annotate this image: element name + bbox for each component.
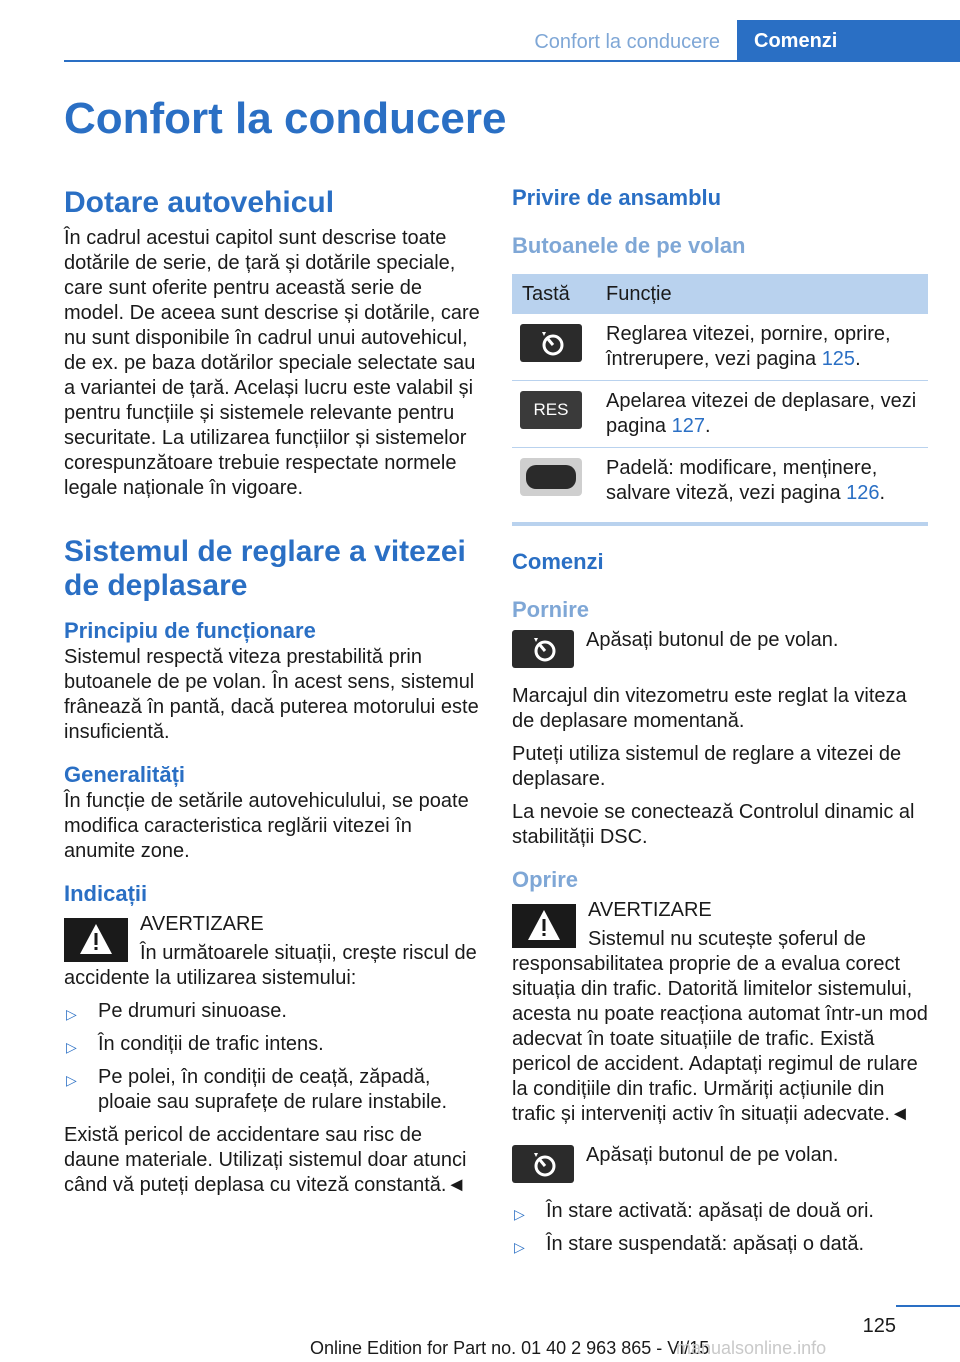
list-item: ▷ În condiții de trafic intens. [64, 1032, 482, 1057]
list-item: ▷ Pe drumuri sinuoase. [64, 999, 482, 1024]
paragraph-apasati: Apăsați butonul de pe volan. [586, 629, 839, 651]
warning-text: În următoarele situații, crește riscul de accidente la utilizarea sistemului: [64, 942, 477, 989]
warning-box-right [512, 898, 928, 1127]
paragraph-dsc: La nevoie se conectează Controlul dinamic al stabilității DSC. [512, 801, 915, 848]
header-section-title: Confort la conducere [534, 31, 720, 53]
bullet-list-right [512, 1199, 928, 1257]
table-row: Reglarea vitezei, pornire, oprire, întrerupere, vezi pagina 125. [512, 314, 928, 381]
heading-principiu: Principiu de funcționare [64, 618, 316, 643]
footer-rule [896, 1305, 960, 1307]
heading-pornire: Pornire [512, 597, 590, 622]
page-number: 125 [862, 1315, 896, 1337]
column-header-function: Funcție [606, 274, 928, 314]
list-item: ▷ Pe polei, în condiții de ceață, zăpadă, ploaie sau suprafețe de rulare instabile. [66, 1066, 448, 1113]
heading-dotare: Dotare autovehicul [64, 186, 335, 219]
speed-control-button-icon [520, 324, 582, 362]
bullet-list-left [64, 999, 482, 1115]
heading-indicatii: Indicații [64, 881, 148, 906]
page-link[interactable]: 126 [846, 482, 880, 504]
warning-text: Sistemul nu scutește șoferul de responsabilitatea proprie de a evalua corect situația din trafic. Datorită limitelor sistemului, acesta nu poate reacționa automat într-un mod adecvat în toate situațiile de trafic. Există pericol de accident. Adaptați regimul de rulare la condițiile din trafic. Urmăriți acțiunile din trafic și interveniți activ în situații adecvate.◄ [512, 928, 928, 1125]
heading-generalitati: Generalități [64, 762, 186, 787]
page-link[interactable]: 125 [821, 348, 856, 370]
right-column [512, 184, 928, 1265]
list-item: ▷ În stare suspendată: apăsați o dată. [512, 1232, 928, 1257]
heading-comenzi: Comenzi [512, 549, 604, 574]
warning-box-left [64, 912, 482, 991]
triangle-bullet-icon: ▷ [66, 1006, 77, 1022]
speed-control-button-icon [512, 630, 574, 668]
rocker-paddle-icon [520, 458, 582, 496]
watermark: manualsonline.info [676, 1338, 827, 1358]
warning-title: AVERTIZARE [140, 913, 264, 935]
column-header-key: Tastă [512, 274, 606, 314]
paragraph-generalitati: În funcție de setările autovehiculului, se poate modifica caracteristica reglării vitezei în anumite zone. [64, 790, 469, 862]
paragraph-apasati: Apăsați butonul de pe volan. [586, 1144, 839, 1166]
heading-oprire: Oprire [512, 867, 579, 892]
heading-butoane: Butoanele de pe volan [512, 233, 746, 258]
paragraph-puteti: Puteți utiliza sistemul de reglare a vitezei de deplasare. [512, 743, 902, 790]
speed-control-button-icon [512, 1145, 574, 1183]
header-rule [64, 60, 737, 62]
page-title: Confort la conducere [64, 94, 507, 143]
pornire-key-row [512, 628, 928, 672]
heading-sistem: Sistemul de reglare a vitezei de deplasare [64, 535, 466, 602]
paragraph-principiu: Sistemul respectă viteza prestabilită prin butoanele de pe volan. În acest sens, sistemul frânează în pantă, dacă puterea motorului este insuficientă. [64, 646, 479, 743]
edition-note: Online Edition for Part no. 01 40 2 963 865 - VI/15 [310, 1338, 710, 1358]
paragraph-pericol: Există pericol de accidentare sau risc de daune materiale. Utilizați sistemul doar atunci când vă puteți deplasa cu viteză constantă.◄ [64, 1124, 467, 1196]
table-header-row [512, 274, 928, 314]
list-item: ▷ În stare activată: apăsați de două ori. [512, 1199, 928, 1224]
triangle-bullet-icon: ▷ [514, 1239, 525, 1255]
paragraph-dotare: În cadrul acestui capitol sunt descrise toate dotările de serie, de țară și dotările speciale, care sunt oferite pentru această serie de model. De aceea sunt descrise și dotările, care nu sunt disponibile în cadrul unui autovehicul, de ex. pe baza dotărilor speciale selectate sau a variantei de țară. Același lucru este valabil și pentru funcțiile și sistemele relevante pentru securitate. La utilizarea funcțiilor și sistemelor corespunzătoare trebuie respectate normele legale naționale în vigoare. [64, 227, 480, 499]
triangle-bullet-icon: ▷ [66, 1039, 77, 1055]
heading-ansamblu: Privire de ansamblu [512, 185, 722, 210]
page-header [0, 0, 960, 62]
table-row: RES Apelarea vitezei de deplasare, vezi pagina 127. [512, 381, 928, 448]
triangle-bullet-icon: ▷ [66, 1072, 77, 1088]
oprire-key-row [512, 1143, 928, 1187]
left-column [64, 186, 482, 1206]
buttons-table [512, 274, 928, 526]
warning-triangle-icon [64, 918, 128, 962]
header-tab-comenzi[interactable]: Comenzi [737, 20, 960, 62]
triangle-bullet-icon: ▷ [514, 1206, 525, 1222]
table-row: Padelă: modificare, menținere, salvare viteză, vezi pagina 126. [512, 448, 928, 525]
paragraph-marcaj: Marcajul din vitezometru este reglat la viteza de deplasare momentană. [512, 685, 907, 732]
warning-triangle-icon [512, 904, 576, 948]
res-button-icon: RES [520, 391, 582, 429]
warning-title: AVERTIZARE [588, 899, 712, 921]
page-link[interactable]: 127 [671, 415, 705, 437]
